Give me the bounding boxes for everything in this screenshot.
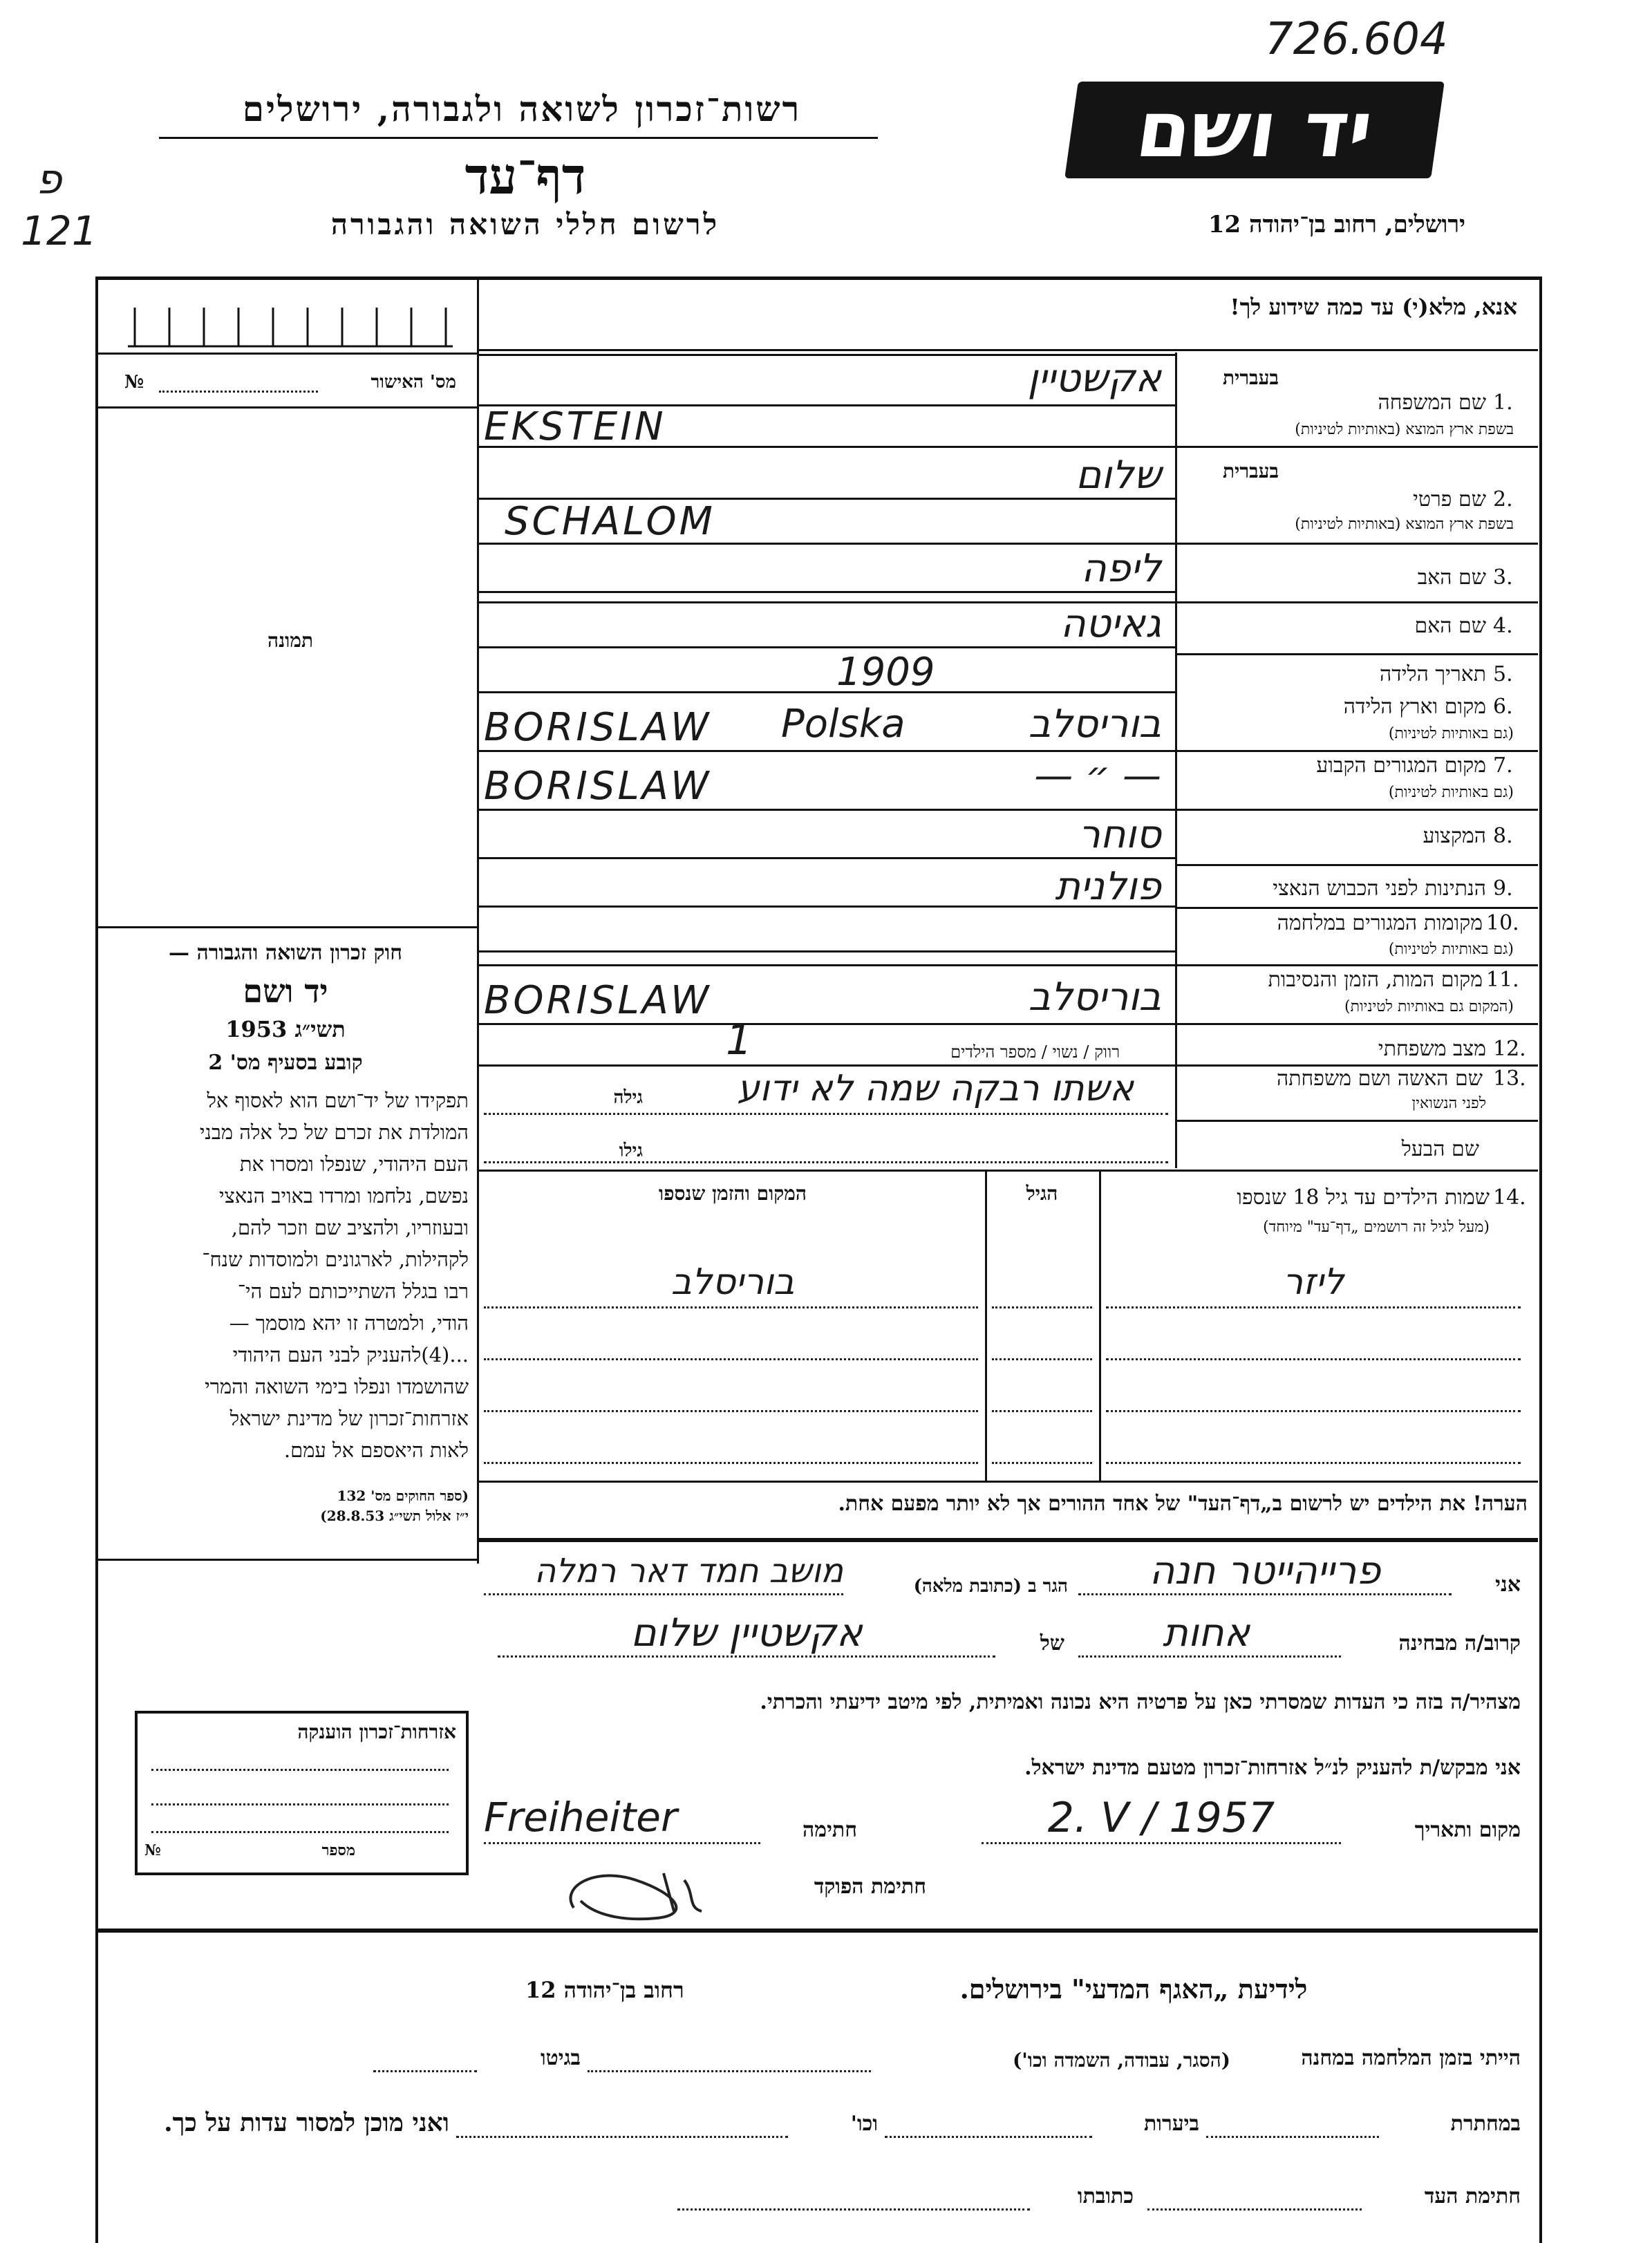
f7-bottom <box>477 809 1538 811</box>
approval-dotted <box>159 391 318 393</box>
f2-bottom <box>477 543 1538 545</box>
citizenship-line-1 <box>151 1769 449 1771</box>
bottom-line1-dots-2 <box>373 2070 477 2072</box>
f2-sub: בשפת ארץ המוצא (באותיות לטיניות) <box>1295 516 1514 533</box>
law-text-line: ...(4)להעניק לבני העם היהודי <box>232 1343 469 1367</box>
child-row-line <box>1106 1358 1521 1360</box>
decl-of-label: של <box>1040 1631 1064 1655</box>
bottom-line2-c: וכו' <box>850 2112 878 2136</box>
f13-num: 13. <box>1493 1067 1526 1091</box>
f3-mid <box>477 591 1175 593</box>
f2-hebrew-value: שלום <box>1076 453 1161 498</box>
law-text-line: תפקידו של יד־ושם הוא לאסוף אל <box>207 1089 469 1112</box>
law-text <box>102 1085 469 1466</box>
decl-place-date-label: מקום ותאריך <box>1414 1818 1521 1842</box>
bottom-line1-b: (הסגר, עבודה, השמדה וכו') <box>1012 2049 1230 2072</box>
f1-label: שם המשפחה <box>1378 391 1486 415</box>
law-text-line: רבו בגלל השתייכותם לעם הי־ <box>237 1279 469 1303</box>
f11-hebrew-value: בוריסלב <box>1028 975 1161 1020</box>
f9-label: הנתינות לפני הכבוש הנאצי <box>1273 876 1486 901</box>
children-label: שמות הילדים עד גיל 18 שנספו <box>1237 1185 1490 1210</box>
bottom-line2-dots-1 <box>1206 2136 1379 2138</box>
details-divider <box>1175 353 1177 1168</box>
child-row-line <box>1106 1462 1521 1464</box>
form-intro: אנא, מלא(י) עד כמה שידוע לך! <box>1230 294 1517 320</box>
bottom-address: רחוב בן־יהודה 12 <box>525 1977 684 2003</box>
bottom-line1-dots-1 <box>588 2070 871 2072</box>
decl-relation: אחות <box>1162 1611 1250 1655</box>
law-block <box>102 937 469 1526</box>
law-text-line: שהושמדו ונפלו בימי השואה והמרי <box>205 1375 469 1398</box>
f13-sub: לפני הנשואין <box>1411 1095 1486 1112</box>
f4-mid <box>477 646 1175 648</box>
bottom-line2-dots-2 <box>885 2136 1092 2138</box>
decl-name-line <box>1078 1593 1452 1595</box>
f12-num: 12. <box>1493 1037 1526 1061</box>
f8-value: סוחר <box>1078 812 1161 857</box>
law-text-line: המולדת את זכרם של כל אלה מבני <box>199 1120 469 1144</box>
f6-num: 6. <box>1493 695 1513 719</box>
f2-label: שם פרטי <box>1413 487 1486 512</box>
intro-rule <box>477 349 1538 351</box>
f9-value: פולנית <box>1055 864 1161 909</box>
child-row-line <box>992 1306 1092 1308</box>
bottom-line3-a: חתימת העד <box>1424 2184 1521 2208</box>
f5-num: 5. <box>1493 662 1513 686</box>
f6-hebrew-value: בוריסלב <box>1028 702 1161 747</box>
decl-of-name: אקשטיין שלום <box>630 1611 863 1655</box>
f1-bottom <box>477 446 1538 448</box>
f3-value: ליפה <box>1081 546 1161 591</box>
f10-mid <box>477 950 1175 952</box>
f8-num: 8. <box>1493 824 1513 848</box>
left-column-divider <box>477 278 479 1564</box>
f1-latin-value: EKSTEIN <box>484 404 666 449</box>
approval-label: מס' האישור <box>370 372 456 393</box>
f2-hebrew-label: בעברית <box>1222 460 1279 482</box>
f13-value: אשתו רבקה שמה לא ידוע <box>737 1068 1134 1109</box>
f1-hebrew-value: אקשטיין <box>1027 356 1161 401</box>
law-title: חוק זכרון השואה והגבורה — <box>169 941 402 965</box>
decl-i-label: אני <box>1495 1573 1521 1597</box>
decl-request: אני מבקש/ת להעניק לנ״ל אזרחות־זכרון מטעם מדינת ישראל. <box>1024 1756 1521 1780</box>
law-source-date: י״ז אלול תשי״ג 28.8.53) <box>320 1508 469 1524</box>
f5-value: 1909 <box>836 650 935 695</box>
approval-top-rule <box>97 353 477 355</box>
f7-num: 7. <box>1493 753 1513 778</box>
husband-age-label: גילו <box>619 1141 643 1161</box>
f13-bottom <box>1175 1120 1538 1122</box>
decl-relative-label: קרוב/ה מבחינה <box>1398 1631 1521 1655</box>
f1-num: 1. <box>1493 391 1513 415</box>
f6-bottom <box>477 750 1538 752</box>
f10-sub: (גם באותיות לטיניות) <box>1388 941 1514 958</box>
children-place-header: המקום והזמן שנספו <box>659 1182 807 1205</box>
citizenship-title: אזרחות־זכרון הוענקה <box>297 1720 456 1743</box>
bottom-line1-c: בגיטו <box>540 2046 581 2070</box>
f10-label: מקומות המגורים במלחמה <box>1277 911 1483 935</box>
header-address: ירושלים, רחוב בן־יהודה 12 <box>1208 211 1465 238</box>
child-row-line <box>484 1306 978 1308</box>
approval-bottom-rule <box>97 406 477 409</box>
decl-address-line <box>484 1593 843 1595</box>
f7-hebrew-value: — ״ — <box>1034 753 1161 798</box>
husband-bottom <box>477 1170 1538 1172</box>
law-year: תשי״ג 1953 <box>225 1016 346 1042</box>
archive-number: 726.604 <box>1265 14 1448 65</box>
decl-residing: הגר ב (כתובת מלאה) <box>913 1576 1068 1597</box>
f11-latin-value: BORISLAW <box>484 978 712 1023</box>
f11-num: 11. <box>1486 968 1519 992</box>
header-authority: רשות־זכרון לשואה ולגבורה, ירושלים <box>242 88 802 129</box>
child-row-line <box>1106 1410 1521 1412</box>
f9-mid <box>477 905 1175 908</box>
f13-age-label: גילה <box>613 1087 643 1108</box>
citizenship-line-3 <box>151 1831 449 1833</box>
child-row-line <box>1106 1306 1521 1308</box>
bottom-line2-a: במחתרת <box>1450 2112 1521 2136</box>
f9-num: 9. <box>1493 876 1513 901</box>
f11-sub: (המקום גם באותיות לטיניות) <box>1344 998 1514 1015</box>
f8-label: המקצוע <box>1423 824 1486 848</box>
law-clause: קובע בסעיף מס' 2 <box>208 1051 363 1075</box>
bottom-line2-dots-3 <box>456 2136 788 2138</box>
note-text: הערה! את הילדים יש לרשום ב„דף־העד" של אחד ההורים אך לא יותר מפעם אחת. <box>838 1492 1528 1516</box>
husband-dotted <box>484 1161 1168 1163</box>
decl-place-date-line <box>982 1842 1341 1844</box>
decl-place-date: 2. V / 1957 <box>1047 1794 1275 1842</box>
approval-no: № <box>124 372 144 393</box>
law-text-line: נפשם, נלחמו ומרדו באויב הנאצי <box>218 1184 469 1208</box>
f4-label: שם האם <box>1414 614 1486 638</box>
law-text-line: אזרחות־זכרון של מדינת ישראל <box>229 1407 469 1430</box>
approval-ticks <box>128 308 453 348</box>
law-text-line: ובעוזריו, ולהציב שם וזכר להם, <box>231 1216 469 1239</box>
f3-label: שם האב <box>1417 565 1486 590</box>
decl-signature-label: חתימה <box>802 1818 857 1842</box>
f1-sub: בשפת ארץ המוצא (באותיות לטיניות) <box>1295 421 1514 438</box>
f10-bottom <box>477 964 1538 966</box>
bottom-line2-b: ביערות <box>1143 2112 1199 2136</box>
bottom-line2-d: ואני מוכן למסור עדות על כך. <box>164 2108 449 2137</box>
yad-vashem-logo <box>1064 82 1445 178</box>
law-text-line: לקהילות, לארגונים ולמוסדות שנח־ <box>202 1248 469 1271</box>
f13-label: שם האשה ושם משפחתה <box>1276 1067 1483 1091</box>
f12-value: 1 <box>726 1016 753 1064</box>
note-top <box>477 1481 1538 1483</box>
f7-sub: (גם באותיות לטיניות) <box>1388 784 1514 801</box>
officer-signature-graphic <box>553 1852 733 1928</box>
decl-address: מושב חמד דאר רמלה <box>534 1552 843 1590</box>
decl-of-line <box>498 1655 995 1658</box>
citizenship-box <box>135 1711 469 1875</box>
f8-bottom <box>1175 864 1538 866</box>
f2-latin-value: SCHALOM <box>505 499 715 544</box>
f12-options: רווק / נשוי / מספר הילדים <box>950 1042 1120 1062</box>
f2-num: 2. <box>1493 487 1513 512</box>
margin-note-number: 121 <box>21 207 97 254</box>
children-num: 14. <box>1493 1185 1526 1210</box>
form-title: דף־עד <box>464 147 586 205</box>
f7-latin-value: BORISLAW <box>484 764 712 809</box>
f6-label: מקום וארץ הלידה <box>1343 695 1486 719</box>
decl-relation-line <box>1078 1655 1341 1658</box>
photo-bottom-rule <box>97 926 477 928</box>
f10-num: 10. <box>1486 911 1519 935</box>
f1-hebrew-label: בעברית <box>1222 366 1279 389</box>
child-row-line <box>992 1358 1092 1360</box>
f9-bottom <box>1175 907 1538 909</box>
f8-mid <box>477 857 1175 859</box>
child-name: ליזר <box>1282 1261 1344 1303</box>
header-underline <box>159 137 878 139</box>
citizenship-line-2 <box>151 1803 449 1805</box>
law-source: (ספר החוקים מס' 132 <box>337 1487 469 1504</box>
child-row-line <box>992 1410 1092 1412</box>
bottom-line3-b: כתובתו <box>1077 2184 1134 2208</box>
margin-note-letter: פ <box>36 156 62 204</box>
law-bottom-rule <box>97 1559 477 1561</box>
law-text-line: לאות היאספם אל עמם. <box>283 1438 469 1462</box>
children-age-header: הגיל <box>1026 1182 1058 1205</box>
children-col-2 <box>985 1170 987 1481</box>
note-bottom <box>477 1538 1538 1542</box>
f7-label: מקום המגורים הקבוע <box>1316 753 1486 778</box>
f6-sub: (גם באותיות לטיניות) <box>1388 725 1514 742</box>
decl-officer-label: חתימת הפוקד <box>814 1875 926 1899</box>
officer-signature-scribble <box>553 1852 733 1928</box>
decl-statement: מצהיר/ה בזה כי העדות שמסרתי כאן על פרטיה היא נכונה ואמיתית, לפי מיטב ידיעתי והכרתי. <box>760 1690 1521 1714</box>
citizenship-no: № <box>144 1841 161 1859</box>
bottom-section-top <box>97 1928 1538 1933</box>
header-purpose: לרשום חללי השואה והגבורה <box>330 207 720 241</box>
f5-mid <box>477 691 1175 693</box>
law-text-line: העם היהודי, שנפלו ומסרו את <box>239 1152 469 1176</box>
decl-signature: Freiheiter <box>484 1794 677 1841</box>
tick-marks-graphic <box>128 308 453 348</box>
bottom-line3-dots-2 <box>677 2208 1030 2211</box>
child-place: בוריסלב <box>670 1261 795 1303</box>
husband-label: שם הבעל <box>1401 1137 1479 1161</box>
decl-signature-line <box>484 1842 760 1844</box>
child-row-line <box>992 1462 1092 1464</box>
f4-bottom <box>1175 653 1538 655</box>
child-row-line <box>484 1410 978 1412</box>
f12-label: מצב משפחתי <box>1378 1037 1486 1061</box>
children-col-1 <box>1099 1170 1101 1481</box>
child-row-line <box>484 1358 978 1360</box>
decl-name: פרייהייטר חנה <box>1149 1548 1381 1593</box>
photo-label: תמונה <box>267 629 314 652</box>
f6-latin-value: BORISLAW <box>484 705 712 750</box>
logo-text: יד ושם <box>1131 85 1378 175</box>
law-name: יד ושם <box>243 973 328 1010</box>
bottom-line3-dots-1 <box>1147 2208 1362 2211</box>
f13-dotted <box>484 1113 1168 1115</box>
bottom-title: לידיעת „האגף המדעי" בירושלים. <box>959 1973 1308 2005</box>
f4-value: גאיטה <box>1060 601 1161 646</box>
citizenship-number-label: מספר <box>321 1841 355 1859</box>
children-sub: (מעל לגיל זה רושמים „דף־עד" מיוחד) <box>1263 1219 1490 1236</box>
bottom-line1-a: הייתי בזמן המלחמה במחנה <box>1301 2046 1521 2070</box>
f5-label: תאריך הלידה <box>1379 662 1486 686</box>
f11-label: מקום המות, הזמן והנסיבות <box>1268 968 1483 992</box>
f4-num: 4. <box>1493 614 1513 638</box>
law-text-line: הודי, ולמטרה זו יהא מוסמך — <box>229 1311 469 1335</box>
f3-num: 3. <box>1493 565 1513 590</box>
f6-country-value: Polska <box>781 702 905 747</box>
child-row-line <box>484 1462 978 1464</box>
f11-bottom <box>477 1023 1538 1025</box>
